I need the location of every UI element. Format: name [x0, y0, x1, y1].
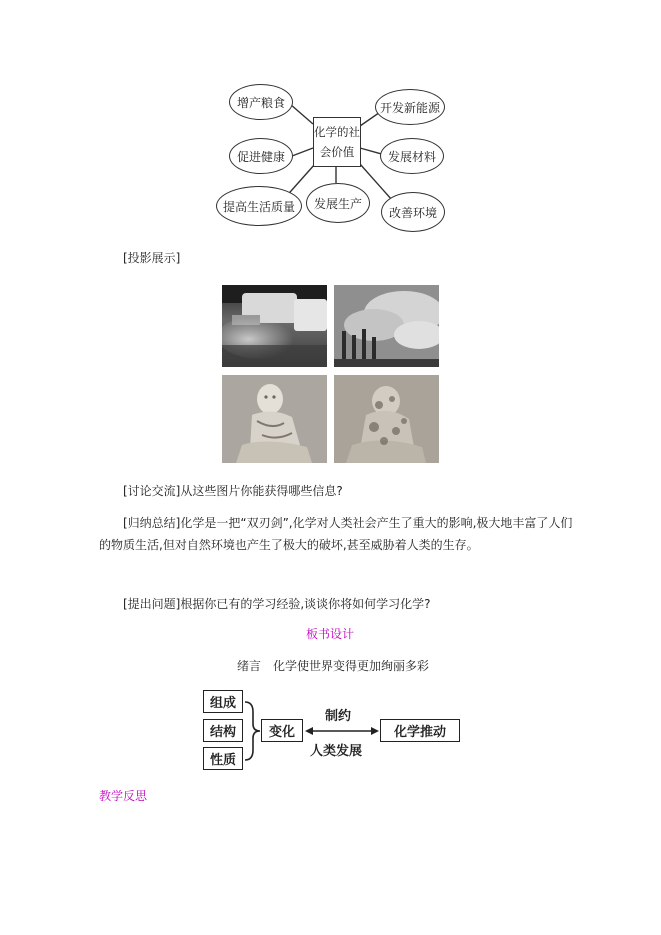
board-arrow-label-bottom: 人类发展	[310, 744, 363, 759]
mind-map-center-line1: 化学的社	[314, 125, 360, 139]
board-arrow-label-top: 制约	[325, 709, 352, 724]
board-item-composition: 组成	[203, 690, 243, 713]
mind-map-node-production: 发展生产	[306, 183, 370, 223]
board-title: 绪言 化学使世界变得更加绚丽多彩	[237, 659, 430, 673]
discussion-text: [讨论交流]从这些图片你能获得哪些信息?	[123, 484, 343, 498]
board-change-box: 变化	[261, 719, 303, 742]
mind-map-node-materials: 发展材料	[380, 138, 444, 174]
mind-map-node-quality-of-life: 提高生活质量	[216, 186, 302, 226]
mind-map-node-grain: 增产粮食	[229, 84, 293, 120]
board-item-property: 性质	[203, 747, 243, 770]
board-chem-drive-box: 化学推动	[380, 719, 460, 742]
board-design-heading: 板书设计	[306, 627, 355, 641]
summary-line-1: [归纳总结]化学是一把“双刃剑”,化学对人类社会产生了重大的影响,极大地丰富了人们	[123, 516, 573, 530]
mind-map-center-line2: 会价值	[319, 145, 355, 159]
question-text: [提出问题]根据你已有的学习经验,谈谈你将如何学习化学?	[123, 597, 431, 611]
mind-map-node-environment: 改善环境	[381, 192, 445, 232]
summary-line-2: 的物质生活,但对自然环境也产生了极大的破坏,甚至威胁着人类的生存。	[99, 538, 479, 552]
mind-map-node-health: 促进健康	[229, 138, 293, 174]
projection-label: [投影展示]	[123, 251, 181, 265]
board-double-arrow	[303, 724, 381, 738]
mind-map-node-energy: 开发新能源	[375, 89, 445, 125]
board-item-structure: 结构	[203, 719, 243, 742]
reflection-heading: 教学反思	[99, 789, 148, 803]
board-brace	[243, 688, 263, 772]
